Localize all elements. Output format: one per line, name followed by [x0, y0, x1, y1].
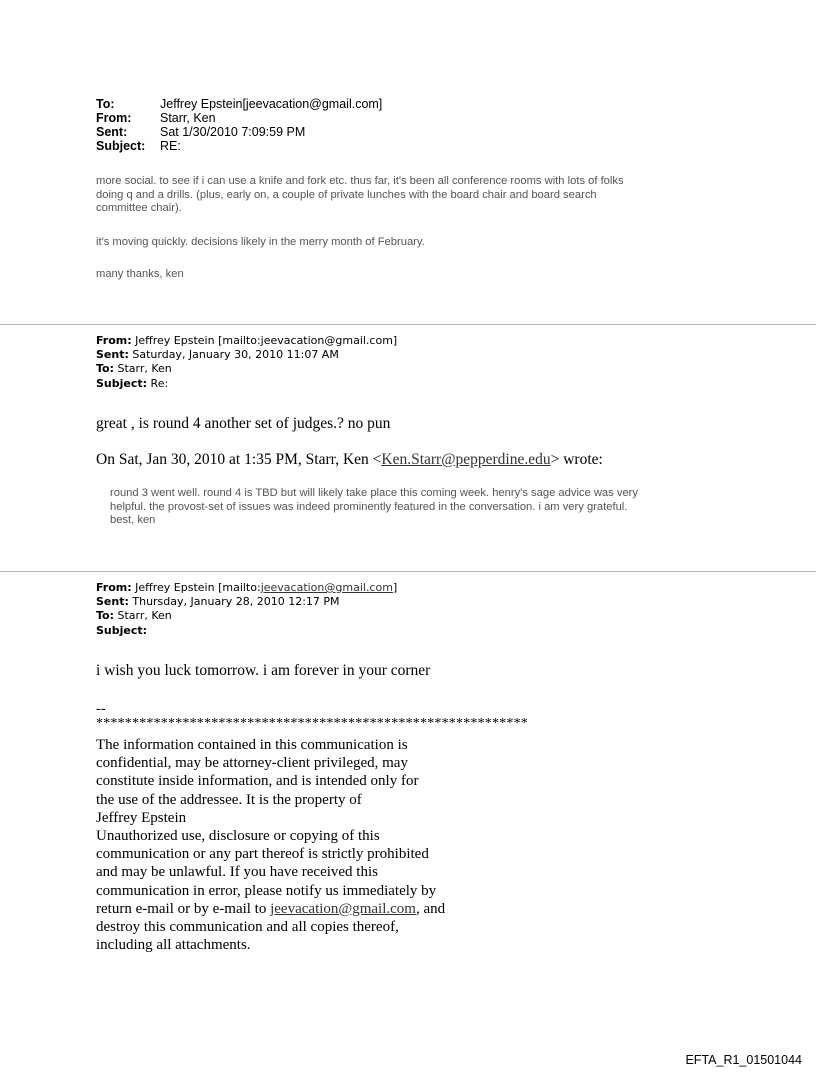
- msg2-subject-value: Re:: [147, 376, 169, 390]
- reply-paragraph-1: [96, 175, 624, 216]
- disclaimer-line: [96, 900, 445, 918]
- msg2-sent-value: Saturday, January 30, 2010 11:07 AM: [128, 348, 339, 362]
- disclaimer-text: return e-mail or by e-mail to: [96, 900, 271, 917]
- reply-line: doing q and a drills. (plus, early on, a couple of private lunches with the board chair and board search: [96, 188, 597, 201]
- disclaimer-line: communication in error, please notify us immediately by: [96, 882, 437, 899]
- subject-label: Subject:: [96, 139, 146, 153]
- signature-dash: --: [96, 701, 106, 717]
- disclaimer: [96, 736, 445, 954]
- msg2-header: [96, 334, 397, 391]
- sent-label: Sent:: [96, 125, 128, 139]
- msg3-from-suffix: ]: [392, 581, 398, 594]
- disclaimer-text: , and: [415, 900, 446, 917]
- msg3-from-label: From:: [96, 581, 132, 594]
- quoted-line: round 3 went well. round 4 is TBD but will likely take place this coming week. henry's sage advice was very: [110, 487, 638, 499]
- email-header: [96, 97, 382, 153]
- msg2-sent-label: Sent:: [96, 348, 129, 362]
- msg2-to-label: To:: [96, 362, 114, 376]
- msg3-to-value: Starr, Ken: [114, 609, 172, 623]
- msg2-subject-label: Subject:: [96, 376, 148, 390]
- quote-intro-suffix: > wrote:: [550, 451, 603, 468]
- disclaimer-line: Unauthorized use, disclosure or copying of this: [96, 828, 380, 845]
- msg3-sent-label: Sent:: [96, 595, 129, 609]
- disclaimer-line: communication or any part thereof is strictly prohibited: [96, 846, 429, 863]
- msg3-from-value: Jeffrey Epstein [mailto:: [131, 581, 261, 594]
- disclaimer-line: Jeffrey Epstein: [96, 809, 187, 826]
- divider: [0, 571, 816, 572]
- msg3-from-email-link[interactable]: jeevacation@gmail.com: [260, 581, 393, 594]
- disclaimer-line: and may be unlawful. If you have received this: [96, 864, 378, 881]
- divider: [0, 324, 816, 325]
- msg2-to-value: Starr, Ken: [114, 362, 172, 376]
- disclaimer-line: constitute inside information, and is intended only for: [96, 773, 419, 790]
- msg3-subject-label: Subject:: [96, 623, 148, 637]
- from-value: Starr, Ken: [160, 111, 216, 125]
- sent-value: Sat 1/30/2010 7:09:59 PM: [160, 125, 306, 139]
- reply-line: more social. to see if i can use a knife and fork etc. thus far, it's been all conference rooms with lots of folks: [96, 175, 624, 187]
- msg3-header: [96, 581, 397, 638]
- msg2-quote-intro: [96, 451, 603, 469]
- msg2-from-label: From:: [96, 334, 132, 347]
- quoted-email-link[interactable]: Ken.Starr@pepperdine.edu: [381, 451, 551, 468]
- msg3-to-label: To:: [96, 609, 114, 623]
- document-id: EFTA_R1_01501044: [685, 1053, 802, 1067]
- msg3-body: i wish you luck tomorrow. i am forever in your corner: [96, 662, 431, 679]
- quote-intro-text: On Sat, Jan 30, 2010 at 1:35 PM, Starr, Ken <: [96, 451, 382, 468]
- disclaimer-line: including all attachments.: [96, 937, 251, 954]
- from-label: From:: [96, 111, 132, 125]
- signature-stars: ************************************************************: [96, 716, 528, 731]
- to-label: To:: [96, 97, 115, 111]
- to-value: Jeffrey Epstein[jeevacation@gmail.com]: [160, 97, 383, 111]
- disclaimer-line: destroy this communication and all copies thereof,: [96, 919, 399, 936]
- quoted-line: best, ken: [110, 514, 156, 526]
- disclaimer-line: The information contained in this communication is: [96, 737, 408, 753]
- reply-line: committee chair).: [96, 202, 182, 214]
- reply-paragraph-3: many thanks, ken: [96, 268, 184, 280]
- quoted-line: helpful. the provost-set of issues was indeed prominently featured in the conversation. i am very grateful.: [110, 500, 628, 513]
- msg2-quoted-text: [110, 487, 638, 528]
- disclaimer-email-link[interactable]: jeevacation@gmail.com: [270, 900, 416, 917]
- msg3-sent-value: Thursday, January 28, 2010 12:17 PM: [128, 595, 340, 609]
- reply-paragraph-2: it's moving quickly. decisions likely in the merry month of February.: [96, 236, 425, 248]
- disclaimer-line: the use of the addressee. It is the property of: [96, 791, 362, 808]
- msg2-from-value: Jeffrey Epstein [mailto:jeevacation@gmail.com]: [131, 334, 398, 347]
- msg2-body: great , is round 4 another set of judges.? no pun: [96, 415, 391, 432]
- disclaimer-line: confidential, may be attorney-client privileged, may: [96, 755, 408, 772]
- subject-value: RE:: [160, 139, 181, 153]
